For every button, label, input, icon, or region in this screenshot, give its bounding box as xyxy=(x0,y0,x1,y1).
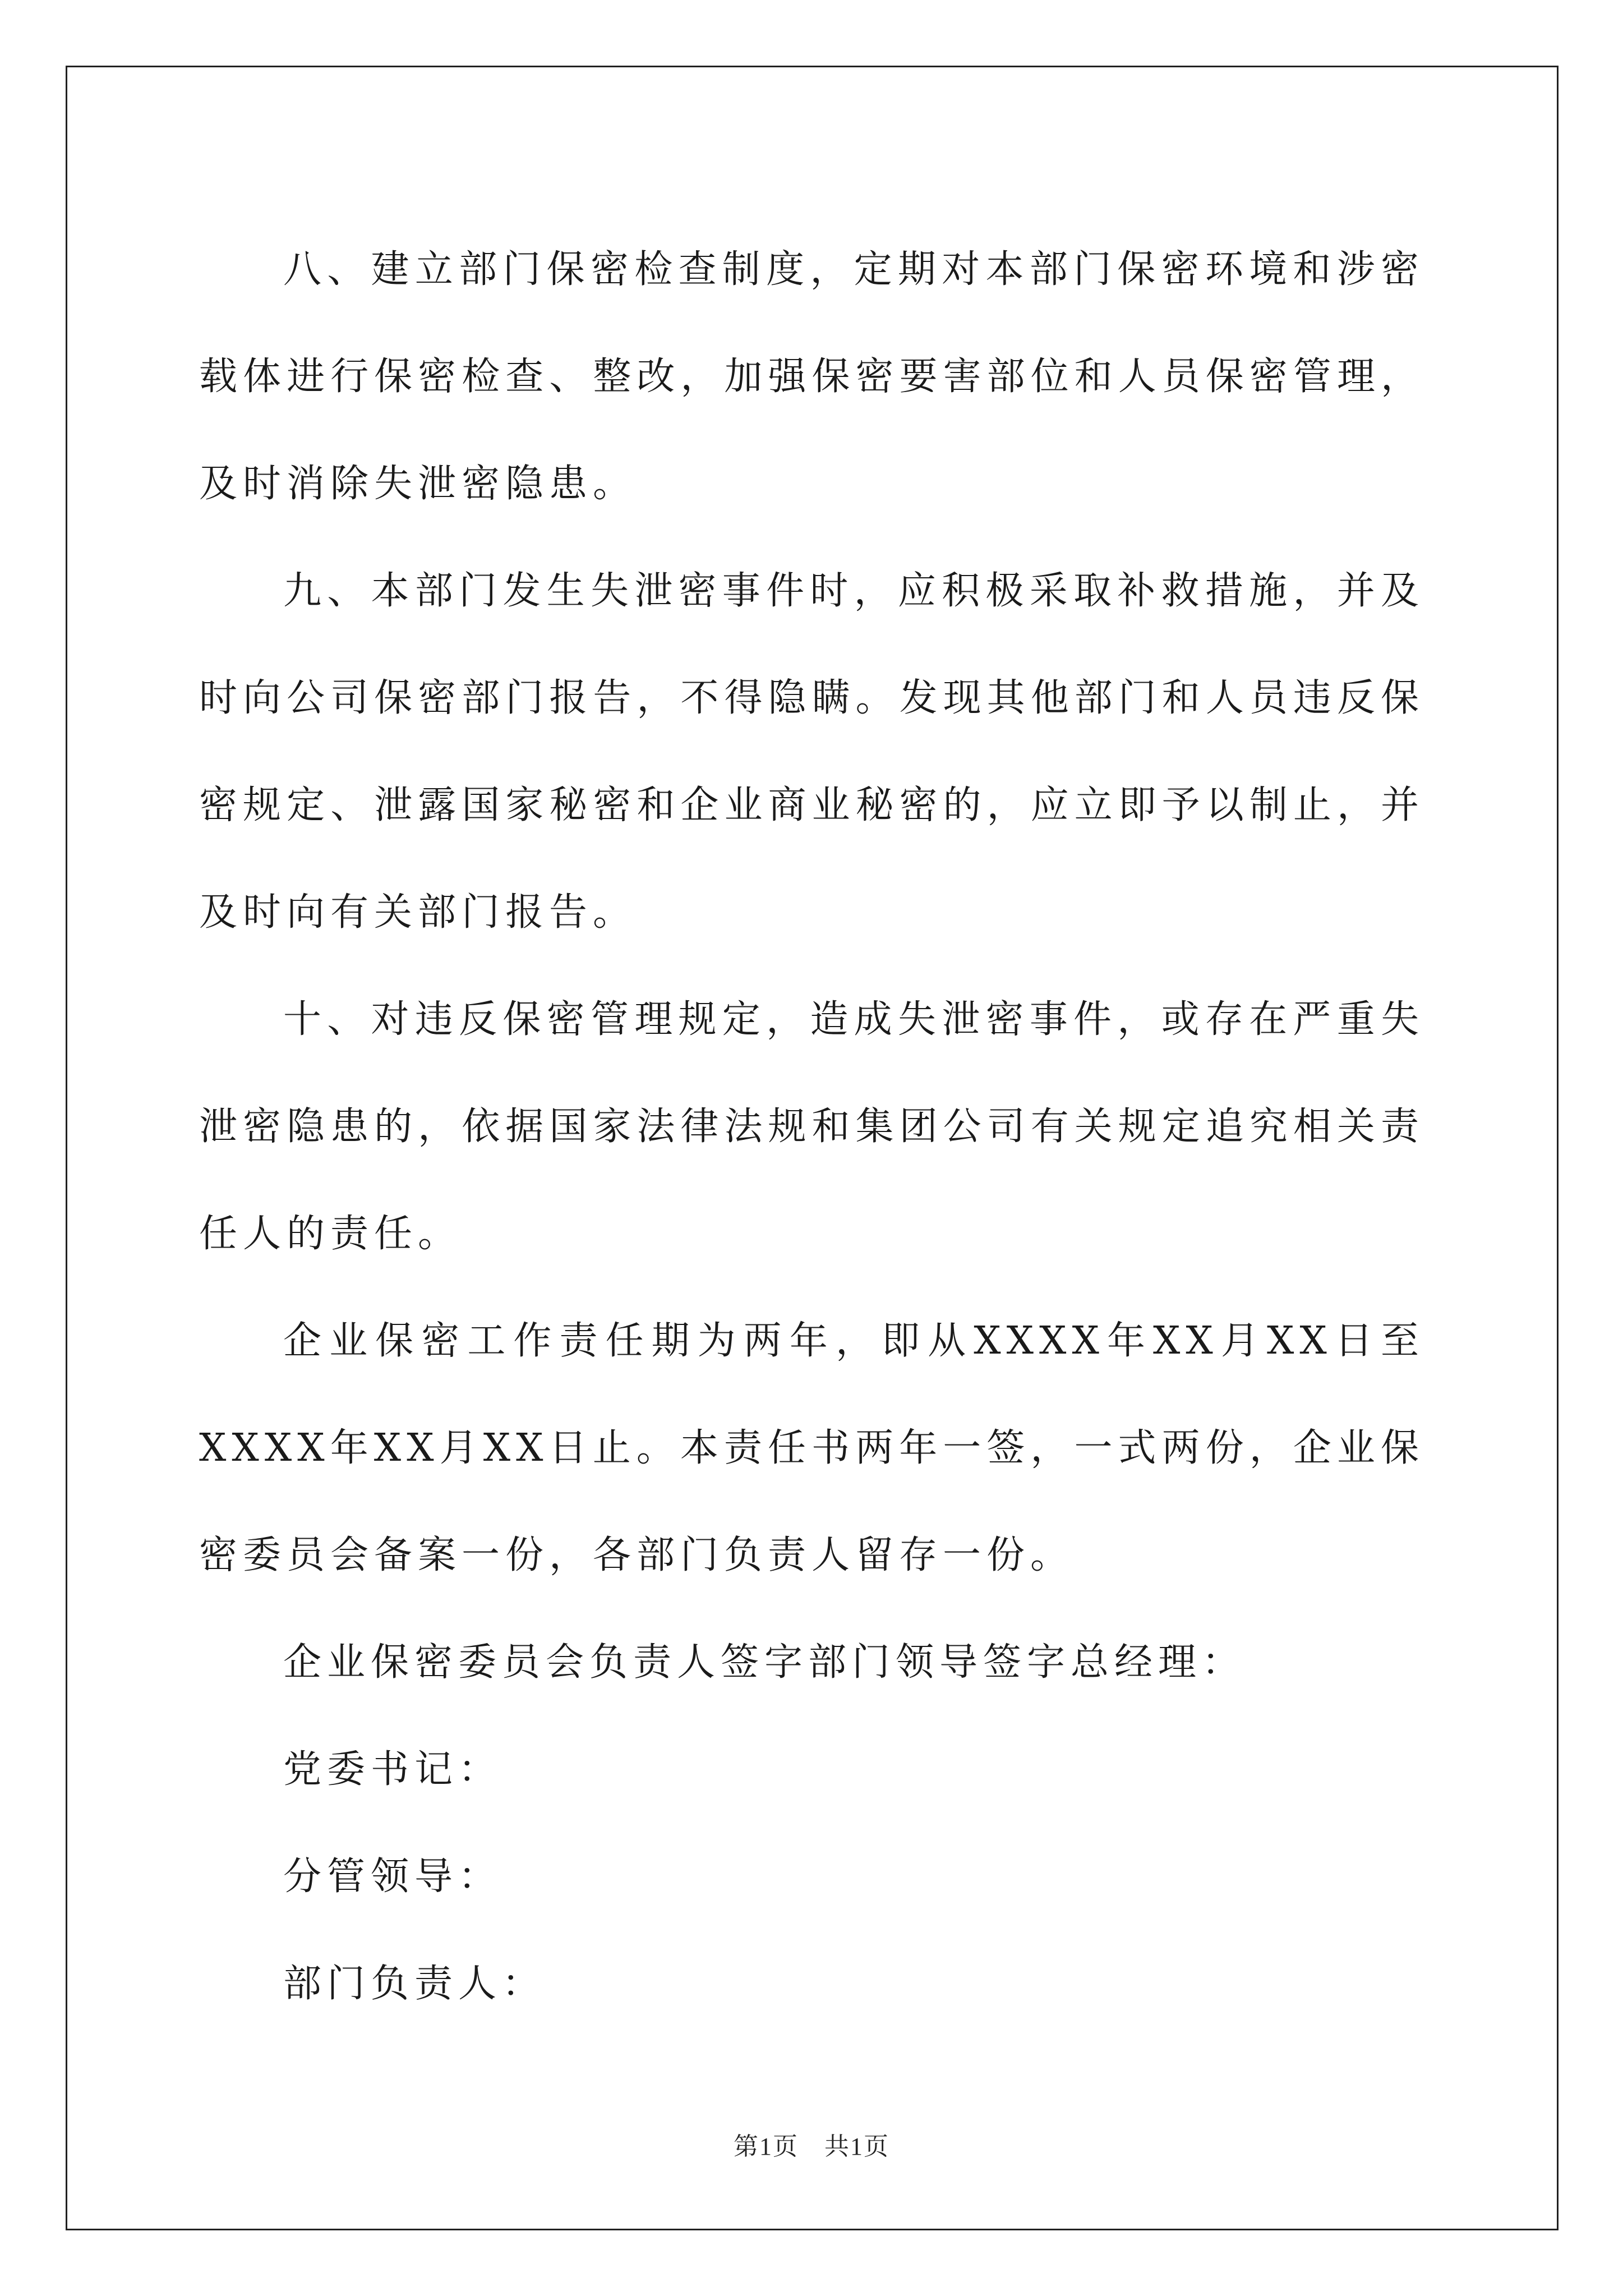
clause-eight: 八、建立部门保密检查制度，定期对本部门保密环境和涉密载体进行保密检查、整改，加强保密要害部位和人员保密管理，及时消除失泄密隐患。 xyxy=(199,247,1424,506)
signature-committee-leader: 企业保密委员会负责人签字部门领导签字总经理： xyxy=(283,1640,1246,1685)
document-body xyxy=(199,216,1424,2037)
clause-nine: 九、本部门发生失泄密事件时，应积极采取补救措施，并及时向公司保密部门报告，不得隐瞒。发现其他部门和人员违反保密规定、泄露国家秘密和企业商业秘密的，应立即予以制止，并及时向有关部门报告。 xyxy=(199,569,1424,935)
page-number: 第1页 共1页 xyxy=(734,2133,889,2160)
signature-party-secretary: 党委书记： xyxy=(283,1747,502,1792)
responsibility-period: 企业保密工作责任期为两年，即从XXXX年XX月XX日至XXXX年XX月XX日止。本责任书两年一签，一式两份，企业保密委员会备案一份，各部门负责人留存一份。 xyxy=(199,1319,1424,1577)
clause-ten: 十、对违反保密管理规定，造成失泄密事件，或存在严重失泄密隐患的，依据国家法律法规和集团公司有关规定追究相关责任人的责任。 xyxy=(199,997,1424,1256)
signature-department-head: 部门负责人： xyxy=(283,1962,546,2006)
signature-supervising-leader: 分管领导： xyxy=(283,1855,502,1899)
